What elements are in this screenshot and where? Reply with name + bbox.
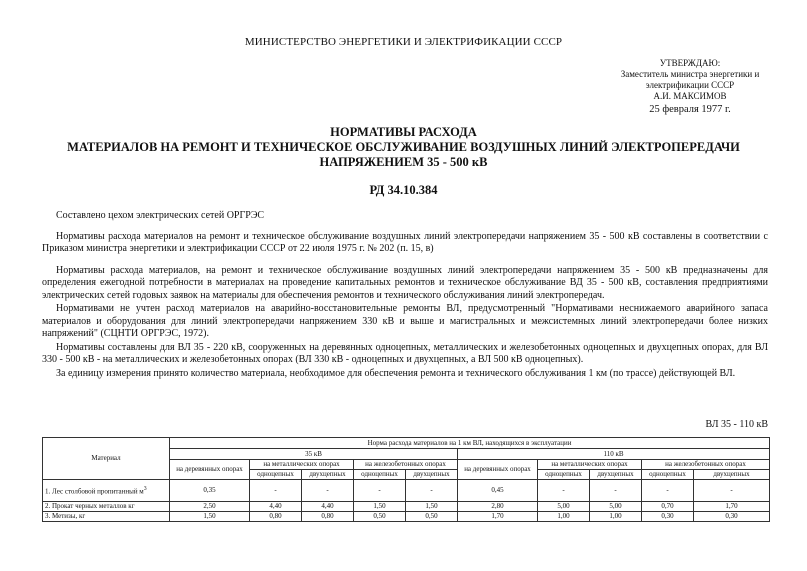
header-double: двухцепных <box>302 470 354 480</box>
table-cell: - <box>250 480 302 502</box>
title-line1: НОРМАТИВЫ РАСХОДА <box>330 125 477 139</box>
approval-position-line2: электрификации СССР <box>645 80 735 90</box>
table-cell: 1,00 <box>538 512 590 522</box>
table-row <box>43 502 770 512</box>
table-cell: 1,70 <box>694 502 770 512</box>
header-35kv-metal: на металлических опорах <box>250 460 354 470</box>
table-cell: 0,80 <box>302 512 354 522</box>
document-code: РД 34.10.384 <box>369 183 438 197</box>
table-cell: 1,50 <box>170 512 250 522</box>
table-cell: - <box>302 480 354 502</box>
table-cell: 0,30 <box>642 512 694 522</box>
table-cell: - <box>538 480 590 502</box>
material-name: 3. Метизы, кг <box>43 512 170 522</box>
table-cell: - <box>590 480 642 502</box>
table-caption: ВЛ 35 - 110 кВ <box>705 419 768 430</box>
header-110kv: 110 кВ <box>458 449 770 460</box>
header-110kv-metal: на металлических опорах <box>538 460 642 470</box>
table-cell: 2,50 <box>170 502 250 512</box>
header-35kv-wooden: на деревянных опорах <box>170 460 250 480</box>
table-cell: - <box>354 480 406 502</box>
header-single: одноцепных <box>538 470 590 480</box>
table-cell: 5,00 <box>538 502 590 512</box>
unit-superscript: 3 <box>143 485 147 492</box>
table-row <box>43 512 770 522</box>
table-cell: 4,40 <box>250 502 302 512</box>
table-header-row <box>43 438 770 449</box>
header-single: одноцепных <box>642 470 694 480</box>
table-row <box>43 480 770 502</box>
table-cell: 0,50 <box>354 512 406 522</box>
table-cell: 5,00 <box>590 502 642 512</box>
table-cell: 1,00 <box>590 512 642 522</box>
paragraph-basis: Нормативы расхода материалов на ремонт и техническое обслуживание воздушных линий электропередачи напряжением 35 - 500 кВ составлены в соответствии с Приказом министра энергетики и электрификации СССР от 22 июля 1975 г. № 202 (п. 15, в) <box>42 230 768 254</box>
paragraph-exclusions: Нормативами не учтен расход материалов на аварийно-восстановительные ремонты ВЛ, предусмотренный "Нормативами неснижаемого аварийного запаса материалов и оборудования для линий электропередачи напряжением 330 кВ и выше и магистральных и межсистемных линий электропередачи более низких напряжений" (СЦНТИ ОРГРЭС, 1972). <box>42 303 768 339</box>
paragraph-scope: Нормативы составлены для ВЛ 35 - 220 кВ, сооруженных на деревянных одноцепных, металлических и железобетонных одноцепных и двухцепных опорах, для ВЛ 330 - 500 кВ - на металлических и железобетонных опорах (ВЛ 330 кВ - одноцепных и двухцепных, а ВЛ 500 кВ одноцепных). <box>42 341 768 365</box>
material-name: 2. Прокат черных металлов кг <box>43 502 170 512</box>
table-cell: 2,80 <box>458 502 538 512</box>
title-line3: НАПРЯЖЕНИЕМ 35 - 500 кВ <box>319 155 488 169</box>
header-double: двухцепных <box>694 470 770 480</box>
table-cell: 1,50 <box>406 502 458 512</box>
paragraph-compiled-by: Составлено цехом электрических сетей ОРГРЭС <box>56 210 265 221</box>
header-35kv-concrete: на железобетонных опорах <box>354 460 458 470</box>
header-110kv-concrete: на железобетонных опорах <box>642 460 770 470</box>
header-35kv: 35 кВ <box>170 449 458 460</box>
header-double: двухцепных <box>590 470 642 480</box>
ministry-header: МИНИСТЕРСТВО ЭНЕРГЕТИКИ И ЭЛЕКТРИФИКАЦИИ СССР <box>244 36 563 48</box>
table-cell: - <box>694 480 770 502</box>
approval-date: 25 февраля 1977 г. <box>649 104 731 115</box>
table-cell: - <box>642 480 694 502</box>
header-110kv-wooden: на деревянных опорах <box>458 460 538 480</box>
table-cell: 4,40 <box>302 502 354 512</box>
document-body <box>42 210 768 380</box>
approval-name: А.И. МАКСИМОВ <box>653 91 727 101</box>
header-single: одноцепных <box>250 470 302 480</box>
table-cell: 0,80 <box>250 512 302 522</box>
header-material: Материал <box>43 438 170 480</box>
approval-heading: УТВЕРЖДАЮ: <box>659 58 721 68</box>
table-cell: 0,50 <box>406 512 458 522</box>
approval-position-line1: Заместитель министра энергетики и <box>620 69 760 79</box>
table-cell: 1,70 <box>458 512 538 522</box>
table-cell: 1,50 <box>354 502 406 512</box>
table-cell: 0,70 <box>642 502 694 512</box>
header-single: одноцепных <box>354 470 406 480</box>
title-line2: МАТЕРИАЛОВ НА РЕМОНТ И ТЕХНИЧЕСКОЕ ОБСЛУЖИВАНИЕ ВОЗДУШНЫХ ЛИНИЙ ЭЛЕКТРОПЕРЕДАЧИ <box>67 140 740 154</box>
paragraph-unit: За единицу измерения принято количество материала, необходимое для обеспечения ремонта и технического обслуживания 1 км (по трассе) действующей ВЛ. <box>56 367 736 379</box>
document-title <box>20 125 787 170</box>
table-cell: 0,45 <box>458 480 538 502</box>
table-cell: - <box>406 480 458 502</box>
material-name: 1. Лес столбовой пропитанный $м^3$ <box>43 480 170 502</box>
header-norm: Норма расхода материалов на 1 км ВЛ, находящихся в эксплуатации <box>170 438 770 449</box>
table-cell: 0,30 <box>694 512 770 522</box>
norms-table <box>42 437 770 522</box>
header-double: двухцепных <box>406 470 458 480</box>
table-cell: 0,35 <box>170 480 250 502</box>
approval-block <box>590 58 790 115</box>
paragraph-purpose: Нормативы расхода материалов, на ремонт и техническое обслуживание воздушных линий электропередачи напряжением 35 - 500 кВ предназначены для определения ежегодной потребности в материалах на проведение капитальных ремонтов и техническое обслуживание ВД 35 - 500 кВ, составления предприятиями электрических сетей годовых заявок на материалы для обеспечения ремонтов и технического обслуживания линий электропередач. <box>42 264 768 301</box>
